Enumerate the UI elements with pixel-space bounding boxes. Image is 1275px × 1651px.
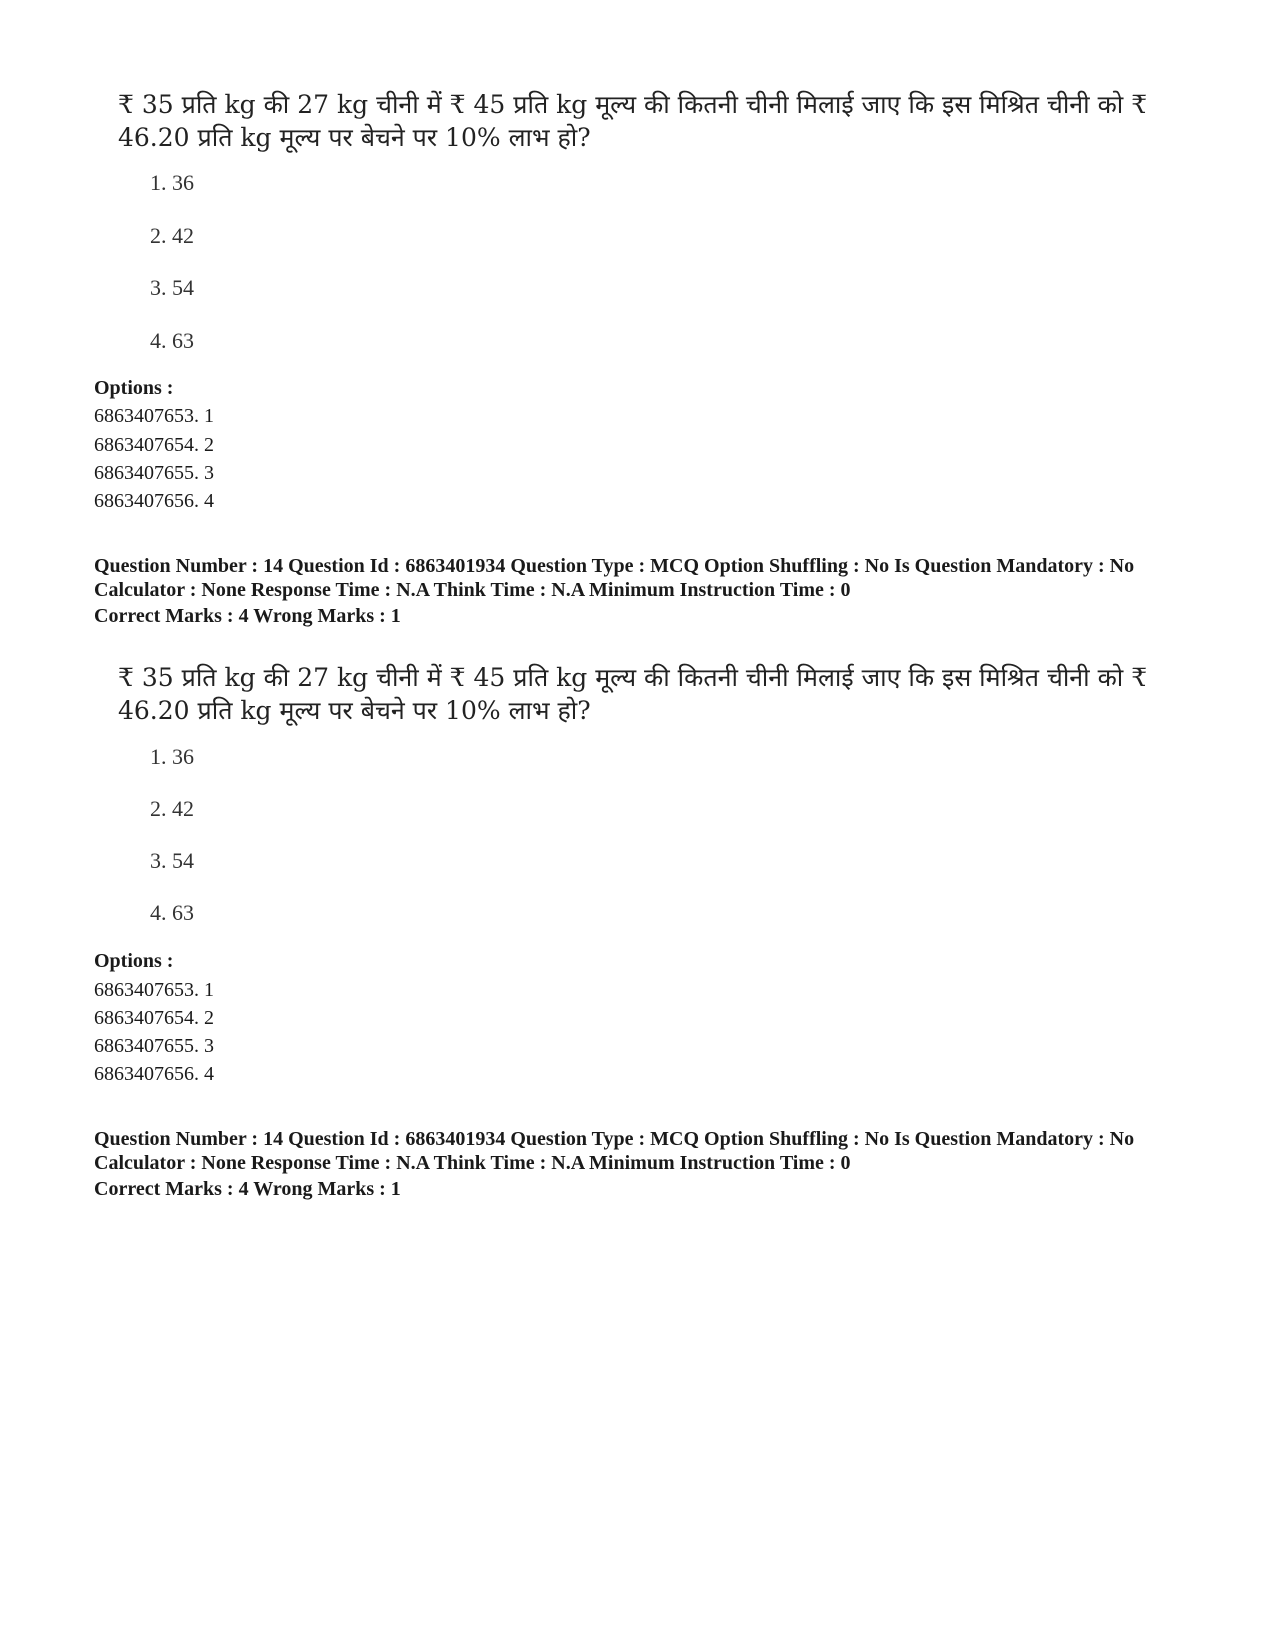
option-id-3: 6863407655. 3 (94, 1035, 214, 1057)
choice-2: 2. 42 (150, 796, 194, 821)
choice-2: 2. 42 (150, 223, 194, 248)
question-text: ₹ 35 प्रति kg की 27 kg चीनी में ₹ 45 प्रति kg मूल्य की कितनी चीनी मिलाई जाए कि इस मिश्रित चीनी को ₹ 46.20 प्रति kg मूल्य पर बेचने पर 10% लाभ हो? (118, 663, 1148, 725)
choice-4: 4. 63 (150, 328, 194, 353)
option-id-2: 6863407654. 2 (94, 434, 214, 456)
options-label: Options : (94, 377, 174, 399)
choice-1: 1. 36 (150, 744, 194, 769)
option-id-1: 6863407653. 1 (94, 979, 214, 1001)
option-id-1: 6863407653. 1 (94, 405, 214, 427)
choice-3: 3. 54 (150, 848, 194, 873)
marks-meta: Correct Marks : 4 Wrong Marks : 1 (94, 605, 401, 627)
choice-3: 3. 54 (150, 275, 194, 300)
options-label: Options : (94, 950, 174, 972)
choice-1: 1. 36 (150, 170, 194, 195)
option-id-3: 6863407655. 3 (94, 462, 214, 484)
question-text: ₹ 35 प्रति kg की 27 kg चीनी में ₹ 45 प्रति kg मूल्य की कितनी चीनी मिलाई जाए कि इस मिश्रित चीनी को ₹ 46.20 प्रति kg मूल्य पर बेचने पर 10% लाभ हो? (118, 90, 1148, 152)
option-id-4: 6863407656. 4 (94, 1063, 214, 1085)
marks-meta: Correct Marks : 4 Wrong Marks : 1 (94, 1178, 401, 1200)
choice-4: 4. 63 (150, 900, 194, 925)
option-id-4: 6863407656. 4 (94, 490, 214, 512)
question-meta: Question Number : 14 Question Id : 6863401934 Question Type : MCQ Option Shuffling : No Is Question Mandatory : No Calculator : None Response Time : N.A Think Time : N.A Minimum Instruction Time : 0 (94, 1128, 1135, 1174)
question-meta: Question Number : 14 Question Id : 6863401934 Question Type : MCQ Option Shuffling : No Is Question Mandatory : No Calculator : None Response Time : N.A Think Time : N.A Minimum Instruction Time : 0 (94, 555, 1135, 601)
option-id-2: 6863407654. 2 (94, 1007, 214, 1029)
